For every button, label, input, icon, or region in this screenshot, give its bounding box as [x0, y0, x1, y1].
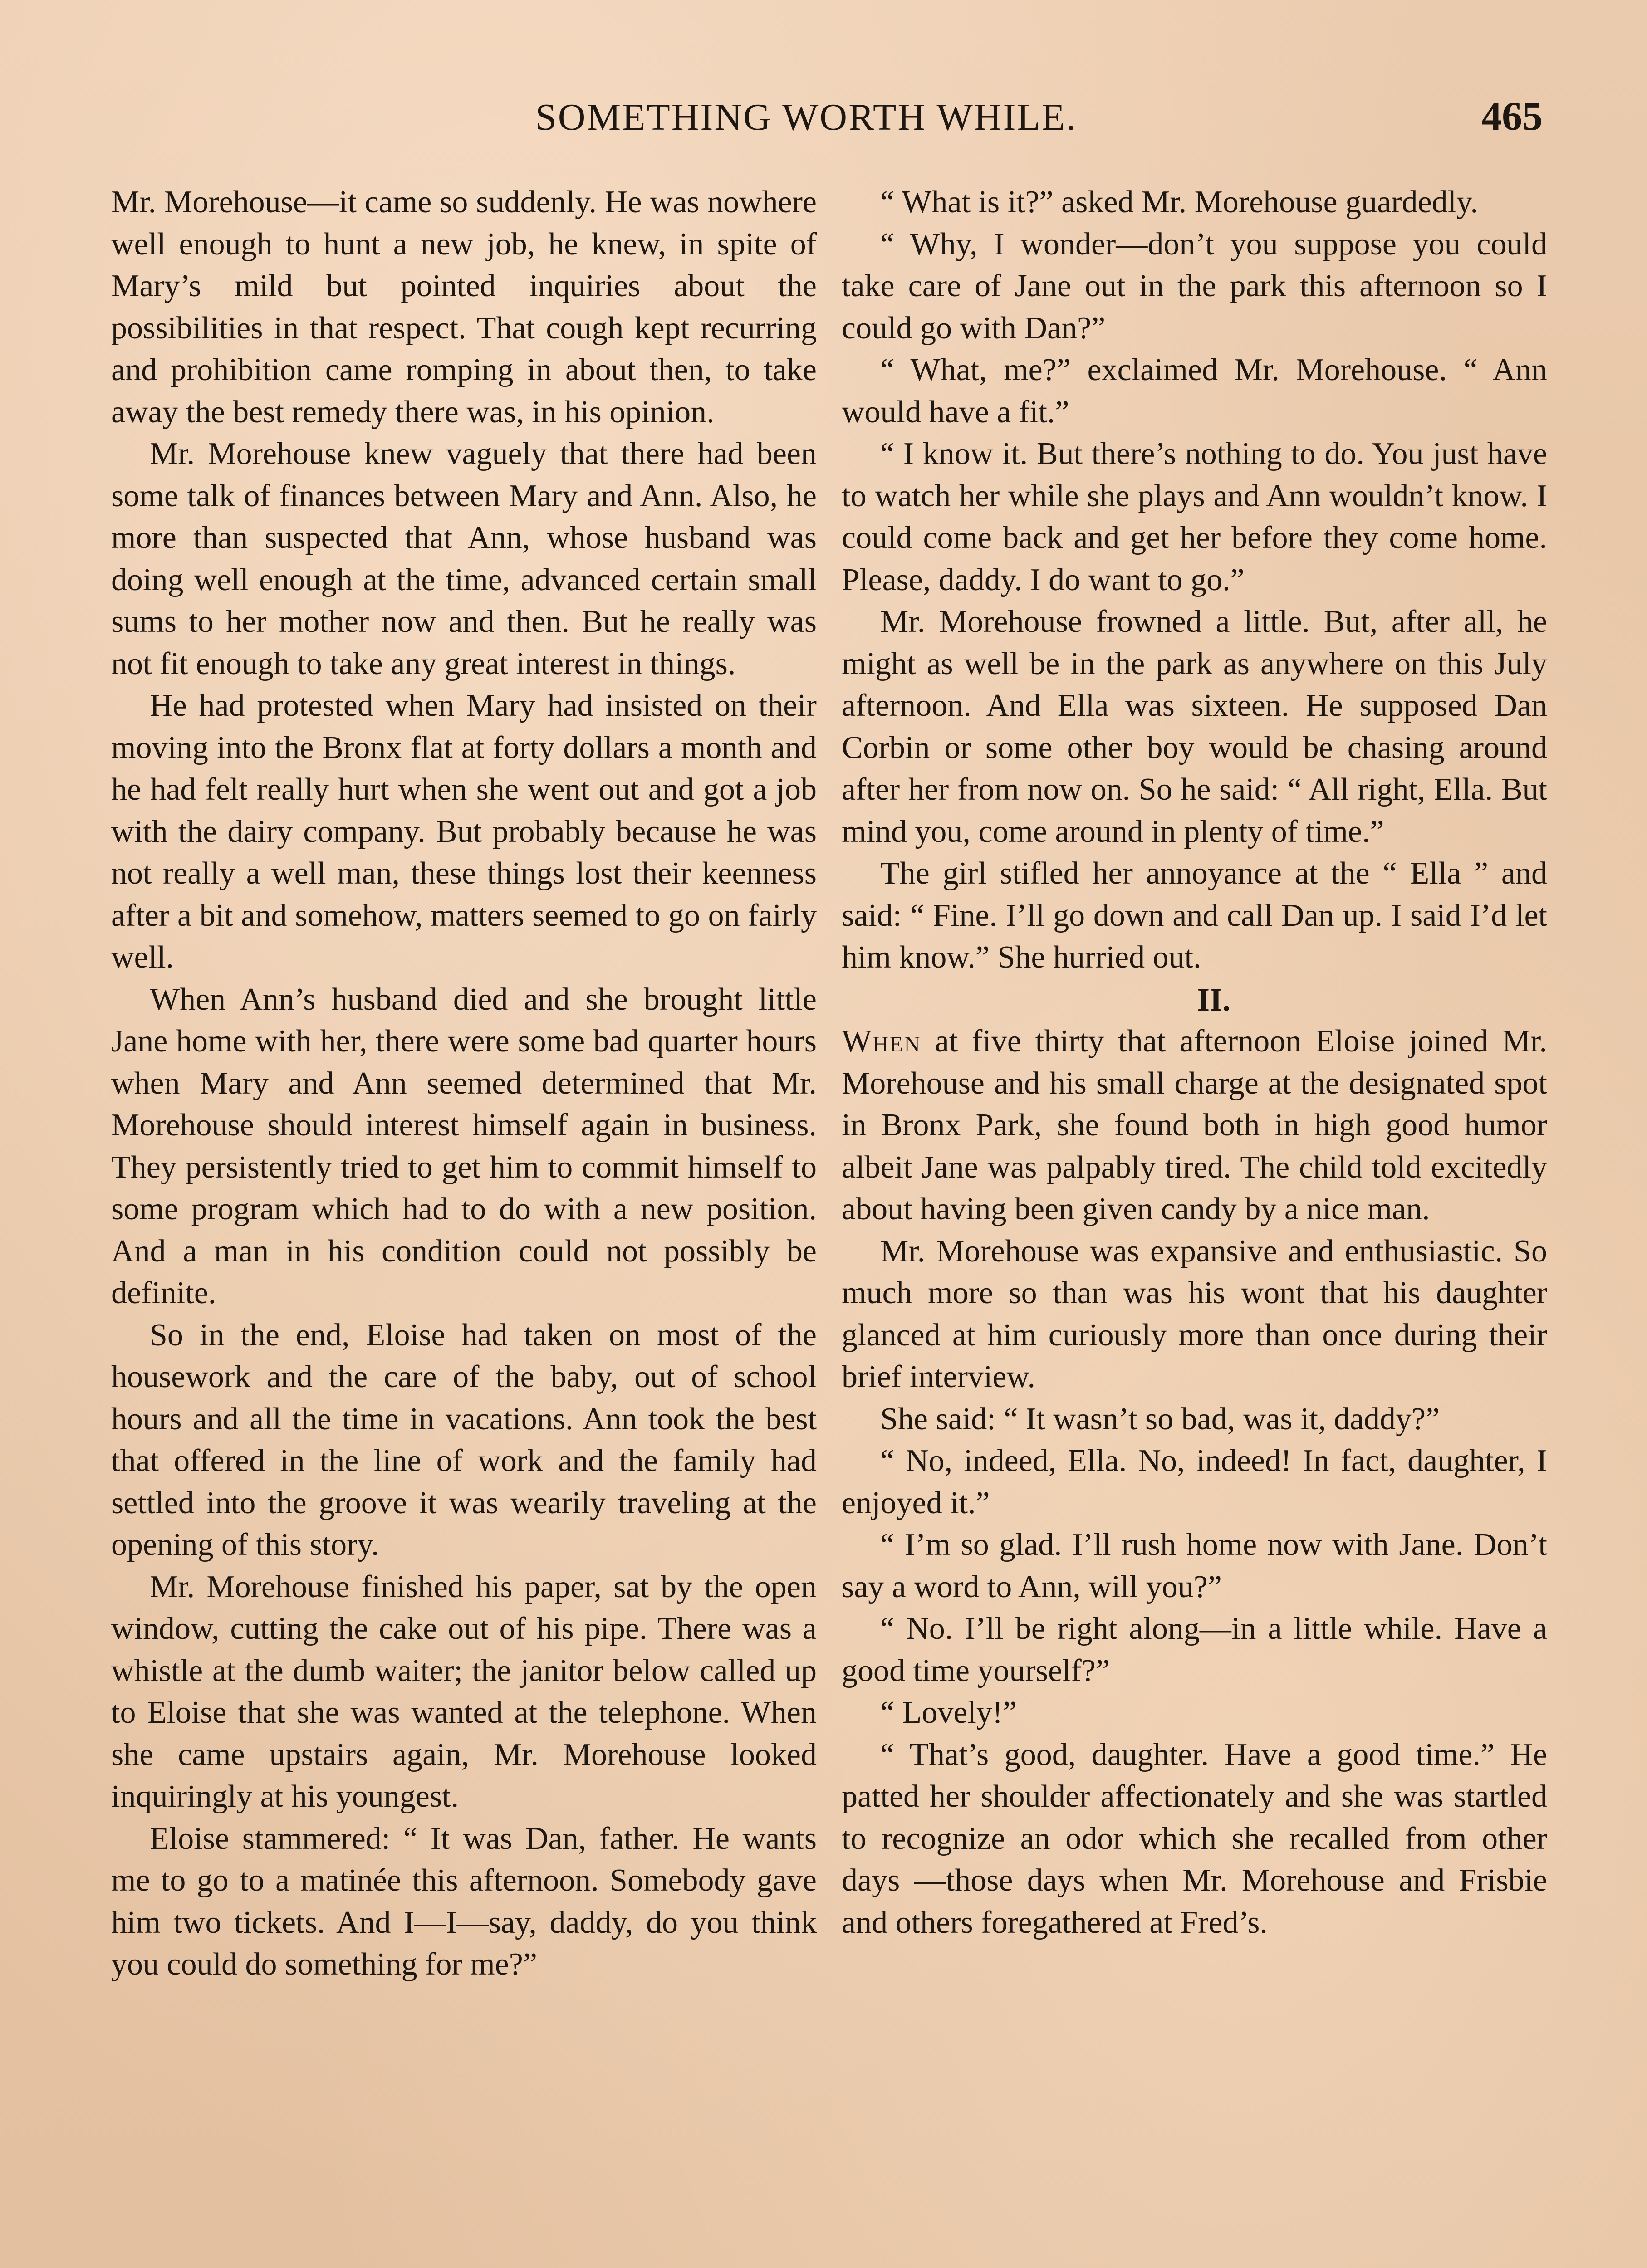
paragraph: Mr. Morehouse—it came so suddenly. He was nowhere well enough to hunt a new job, he knew, in spite of Mary’s mild but pointed inquiries about the possibilities in that respect. That cough kept recurring and prohibition came romping in about then, to take away the best remedy there was, in his opinion. [111, 185, 817, 430]
paragraph: When Ann’s husband died and she brought little Jane home with her, there were some bad quarter hours when Mary and Ann seemed determined that Mr. Morehouse should interest himself again in business. They persistently tried to get him to commit himself to some program which had to do with a new position. And a man in his condition could not possibly be definite. [111, 982, 817, 1310]
paragraph [842, 1021, 1547, 1231]
paragraph: “ That’s good, daughter. Have a good time.” He patted her shoulder affectionately and she was startled to recognize an odor which she recalled from other days —those days when Mr. Morehouse and Frisbie and others foregathered at Fred’s. [842, 1737, 1547, 1940]
paragraph: So in the end, Eloise had taken on most of the housework and the care of the baby, out of school hours and all the time in vacations. Ann took the best that offered in the line of work and the family had settled into the groove it was wearily traveling at the opening of this story. [111, 1317, 817, 1562]
lead-in-word: When [842, 1024, 921, 1059]
paragraph: “ What, me?” exclaimed Mr. Morehouse. “ Ann would have a fit.” [842, 352, 1547, 430]
paragraph: “ No. I’ll be right along—in a little while. Have a good time yourself?” [842, 1611, 1547, 1688]
paragraph: Mr. Morehouse frowned a little. But, after all, he might as well be in the park as anywhere on this July afternoon. And Ella was sixteen. He supposed Dan Corbin or some other boy would be chasing around after her from now on. So he said: “ All right, Ella. But mind you, come around in plenty of time.” [842, 604, 1547, 849]
paragraph: “ What is it?” asked Mr. Morehouse guardedly. [880, 185, 1478, 220]
paragraph: Mr. Morehouse was expansive and enthusiastic. So much more so than was his wont that his daughter glanced at him curiously more than once during their brief interview. [842, 1233, 1547, 1394]
paragraph: “ I know it. But there’s nothing to do. You just have to watch her while she plays and Ann wouldn’t know. I could come back and get her before they come home. Please, daddy. I do want to go.” [842, 436, 1547, 597]
paragraph: “ No, indeed, Ella. No, indeed! In fact, daughter, I enjoyed it.” [842, 1443, 1547, 1520]
section-heading: II. [1196, 981, 1231, 1018]
paragraph: He had protested when Mary had insisted on their moving into the Bronx flat at forty dollars a month and he had felt really hurt when she went out and got a job with the dairy company. But probably because he was not really a well man, these things lost their keenness after a bit and somehow, matters seemed to go on fairly well. [111, 688, 817, 975]
paragraph: The girl stifled her annoyance at the “ Ella ” and said: “ Fine. I’ll go down and call Dan up. I said I’d let him know.” She hurried out. [842, 856, 1547, 975]
paragraph: “ I’m so glad. I’ll rush home now with Jane. Don’t say a word to Ann, will you?” [842, 1527, 1547, 1604]
running-head: SOMETHING WORTH WHILE. [535, 96, 1078, 138]
right-column [842, 181, 1547, 1944]
paragraph: Mr. Morehouse finished his paper, sat by the open window, cutting the cake out of his pipe. There was a whistle at the dumb waiter; the janitor below called up to Eloise that she was wanted at the telephone. When she came upstairs again, Mr. Morehouse looked inquiringly at his youngest. [111, 1569, 817, 1814]
paragraph-text: at five thirty that afternoon Eloise joined Mr. Morehouse and his small charge at the designated spot in Bronx Park, she found both in high good humor albeit Jane was palpably tired. The child told excitedly about having been given candy by a nice man. [842, 1024, 1547, 1227]
left-column [111, 181, 817, 1986]
paragraph: Mr. Morehouse knew vaguely that there had been some talk of finances between Mary and Ann. Also, he more than suspected that Ann, whose husband was doing well enough at the time, advanced certain small sums to her mother now and then. But he really was not fit enough to take any great interest in things. [111, 436, 817, 681]
paragraph: “ Why, I wonder—don’t you suppose you could take care of Jane out in the park this afternoon so I could go with Dan?” [842, 226, 1547, 346]
paragraph: “ Lovely!” [880, 1695, 1017, 1730]
page-number: 465 [1481, 94, 1543, 139]
paragraph: She said: “ It wasn’t so bad, was it, daddy?” [880, 1401, 1440, 1437]
paragraph: Eloise stammered: “ It was Dan, father. He wants me to go to a matinée this afternoon. Somebody gave him two tickets. And I—I—say, daddy, do you think you could do something for me?” [111, 1821, 817, 1982]
